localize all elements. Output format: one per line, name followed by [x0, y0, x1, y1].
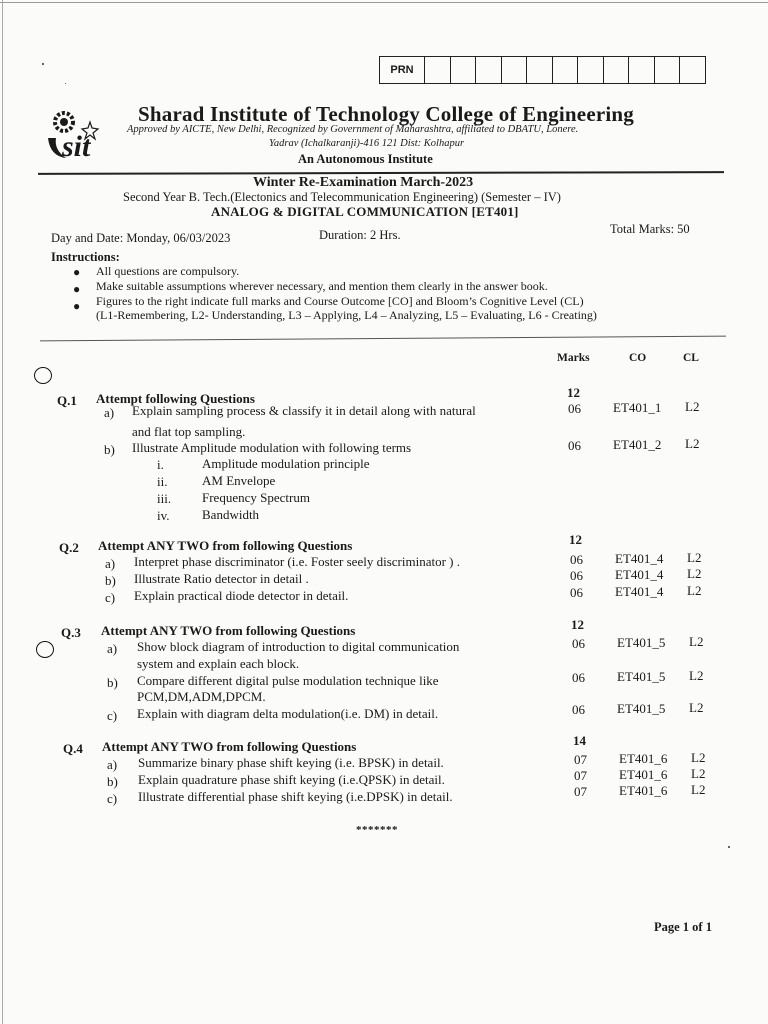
question-text: Show block diagram of introduction to digital communication: [137, 639, 460, 654]
question-text: and flat top sampling.: [132, 424, 246, 439]
question-text: Explain practical diode detector in detail.: [134, 588, 349, 603]
logo-lettering: sit: [62, 130, 91, 163]
course-outcome: ET401_1: [613, 400, 662, 415]
question-text: Illustrate differential phase shift keying (i.e.DPSK) in detail.: [138, 789, 453, 804]
exam-title: Winter Re-Examination March-2023: [253, 175, 474, 190]
course-outcome: ET401_4: [615, 584, 664, 599]
cl-column-header: CL: [683, 352, 699, 364]
cognitive-level: L2: [691, 782, 706, 797]
part-label: a): [107, 641, 118, 656]
question-title: Attempt following Questions: [96, 391, 255, 406]
question-text: Explain sampling process & classify it in detail along with natural: [132, 403, 476, 418]
bullet-icon: ●: [73, 299, 81, 313]
prn-digit-cell: [527, 57, 553, 83]
part-marks: 06: [570, 585, 583, 600]
end-marker: *******: [356, 824, 398, 836]
part-label: b): [105, 573, 116, 588]
part-label: b): [107, 774, 118, 789]
exam-date: Day and Date: Monday, 06/03/2023: [51, 231, 231, 245]
course-outcome: ET401_5: [617, 669, 666, 684]
course-outcome: ET401_5: [617, 701, 666, 716]
sub-part-label: ii.: [157, 474, 168, 489]
cognitive-level: L2: [689, 634, 704, 649]
question-text: Illustrate Ratio detector in detail .: [134, 571, 309, 586]
page-number: Page 1 of 1: [654, 920, 712, 934]
sub-part-label: iii.: [157, 491, 172, 506]
cognitive-level: L2: [687, 566, 702, 581]
question-number: Q.2: [59, 540, 79, 555]
exam-duration: Duration: 2 Hrs.: [319, 228, 401, 242]
course-outcome: ET401_6: [619, 783, 668, 798]
cognitive-levels: (L1-Remembering, L2- Understanding, L3 – Applying, L4 – Analyzing, L5 – Evaluating, L6 - Creating): [96, 308, 597, 322]
sub-part-label: i.: [157, 457, 164, 472]
part-marks: 06: [572, 702, 585, 717]
question-text: Explain quadrature phase shift keying (i.e.QPSK) in detail.: [138, 772, 445, 787]
instruction-item: All questions are compulsory.: [96, 264, 240, 278]
question-total-marks: 14: [573, 733, 586, 748]
part-marks: 07: [574, 784, 587, 799]
prn-digit-cell: [578, 57, 604, 83]
part-marks: 07: [574, 768, 587, 783]
part-label: c): [105, 590, 116, 605]
course-outcome: ET401_4: [615, 551, 664, 566]
course-outcome: ET401_6: [619, 751, 668, 766]
question-title: Attempt ANY TWO from following Questions: [102, 739, 357, 754]
prn-digit-cell: [502, 57, 528, 83]
cognitive-level: L2: [685, 436, 700, 451]
question-total-marks: 12: [571, 617, 584, 632]
part-label: c): [107, 708, 118, 723]
instruction-item: Figures to the right indicate full marks and Course Outcome [CO] and Bloom’s Cognitive Level (CL): [96, 294, 584, 308]
sub-part-label: iv.: [157, 508, 170, 523]
part-marks: 07: [574, 752, 587, 767]
prn-digit-cell: [655, 57, 681, 83]
instructions-title: Instructions:: [51, 250, 120, 264]
cognitive-level: L2: [691, 766, 706, 781]
co-column-header: CO: [629, 352, 647, 364]
margin-circle-mark: [34, 367, 52, 384]
question-text: Compare different digital pulse modulation technique like: [137, 673, 439, 688]
question-text: Summarize binary phase shift keying (i.e. BPSK) in detail.: [138, 755, 444, 770]
institute-name: Sharad Institute of Technology College of Engineering: [138, 102, 634, 126]
question-title: Attempt ANY TWO from following Questions: [98, 538, 353, 553]
question-text: Illustrate Amplitude modulation with following terms: [132, 440, 412, 455]
total-marks: Total Marks: 50: [610, 222, 690, 236]
part-marks: 06: [570, 552, 583, 567]
institute-status: An Autonomous Institute: [298, 152, 433, 166]
margin-circle-mark: [36, 641, 54, 658]
sub-part-text: Frequency Spectrum: [202, 490, 310, 505]
question-number: Q.1: [57, 393, 77, 408]
instructions-divider: [40, 336, 726, 342]
sub-part-text: AM Envelope: [202, 473, 276, 488]
question-total-marks: 12: [569, 532, 582, 547]
part-label: a): [107, 757, 118, 772]
instruction-item: Make suitable assumptions wherever necessary, and mention them clearly in the answer book.: [96, 279, 548, 293]
prn-digit-cell: [604, 57, 630, 83]
cognitive-level: L2: [689, 700, 704, 715]
course-outcome: ET401_5: [617, 635, 666, 650]
prn-digit-cell: [553, 57, 579, 83]
part-label: a): [105, 556, 116, 571]
scan-edge-top: [0, 2, 768, 3]
prn-digit-cell: [451, 57, 477, 83]
part-marks: 06: [570, 568, 583, 583]
scan-speck: [42, 63, 44, 65]
cognitive-level: L2: [689, 668, 704, 683]
sub-part-text: Bandwidth: [202, 507, 260, 522]
part-label: a): [104, 405, 115, 420]
part-label: b): [107, 675, 118, 690]
question-number: Q.3: [61, 625, 81, 640]
prn-label: PRN: [380, 57, 425, 83]
course-outcome: ET401_2: [613, 437, 662, 452]
question-text: system and explain each block.: [137, 656, 300, 671]
scan-speck: [728, 846, 730, 848]
prn-digit-cell: [425, 57, 451, 83]
course-outcome: ET401_6: [619, 767, 668, 782]
prn-digit-cell: [476, 57, 502, 83]
cognitive-level: L2: [691, 750, 706, 765]
question-text: Explain with diagram delta modulation(i.e. DM) in detail.: [137, 706, 439, 721]
institute-address: Yadrav (Ichalkaranji)-416 121 Dist: Kolhapur: [269, 138, 465, 149]
course-outcome: ET401_4: [615, 567, 664, 582]
scan-speck: [65, 83, 66, 84]
prn-digit-cell: [629, 57, 655, 83]
course-title: ANALOG & DIGITAL COMMUNICATION [ET401]: [211, 204, 519, 219]
part-marks: 06: [572, 670, 585, 685]
bullet-icon: ●: [73, 265, 81, 279]
question-text: PCM,DM,ADM,DPCM.: [137, 689, 266, 704]
institute-logo: [44, 108, 116, 164]
part-marks: 06: [568, 401, 581, 416]
part-marks: 06: [568, 438, 581, 453]
cognitive-level: L2: [687, 583, 702, 598]
prn-box: [379, 56, 706, 84]
sub-part-text: Amplitude modulation principle: [202, 456, 370, 471]
cognitive-level: L2: [687, 550, 702, 565]
part-label: c): [107, 791, 118, 806]
part-label: b): [104, 442, 115, 457]
cognitive-level: L2: [685, 399, 700, 414]
question-total-marks: 12: [567, 385, 580, 400]
bullet-icon: ●: [73, 282, 81, 296]
prn-digit-cell: [680, 57, 705, 83]
scan-edge-left: [2, 0, 3, 1024]
part-marks: 06: [572, 636, 585, 651]
program-line: Second Year B. Tech.(Electonics and Telecommunication Engineering) (Semester – IV): [123, 190, 561, 204]
question-number: Q.4: [63, 741, 83, 756]
question-text: Interpret phase discriminator (i.e. Foster seely discriminator ) .: [134, 554, 460, 569]
institute-approval: Approved by AICTE, New Delhi, Recognized by Government of Maharashtra, affiliated to DBATU, Lonere.: [127, 124, 579, 135]
marks-column-header: Marks: [557, 352, 590, 364]
question-title: Attempt ANY TWO from following Questions: [101, 623, 356, 638]
